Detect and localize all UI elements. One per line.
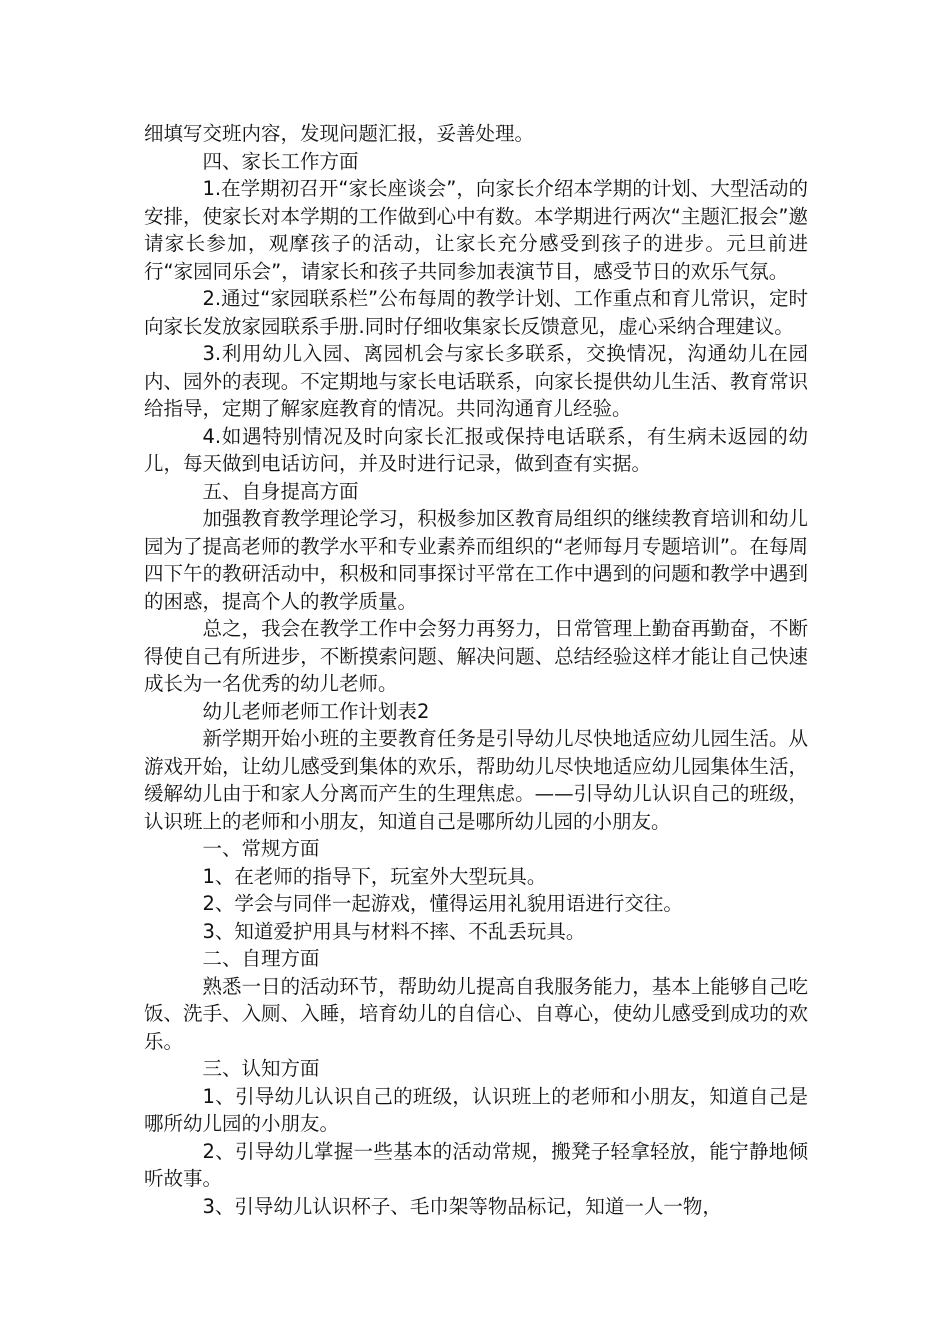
paragraph-contact-board: 2.通过“家园联系栏”公布每周的教学计划、工作重点和育儿常识，定时向家长发放家园联系手册.同时仔细收集家长反馈意见，虚心采纳合理建议。 [144, 287, 808, 338]
list-item-cognition-2: 2、引导幼儿掌握一些基本的活动常规，搬凳子轻拿轻放，能宁静地倾听故事。 [144, 1139, 808, 1190]
paragraph-self-care: 熟悉一日的活动环节，帮助幼儿提高自我服务能力，基本上能够自己吃饭、洗手、入厕、入睡，培育幼儿的自信心、自尊心，使幼儿感受到成功的欢乐。 [144, 974, 808, 1053]
document-body [144, 120, 808, 1220]
section-heading-parent-work: 四、家长工作方面 [202, 149, 359, 173]
list-item-cognition-3: 3、引导幼儿认识杯子、毛巾架等物品标记，知道一人一物， [202, 1194, 722, 1218]
section-heading-self-care: 二、自理方面 [202, 947, 320, 970]
section-heading-self-improvement: 五、自身提高方面 [202, 479, 359, 503]
paragraph-special-situations: 4.如遇特别情况及时向家长汇报或保持电话联系，有生病未返园的幼儿，每天做到电话访问，并及时进行记录，做到查有实据。 [144, 424, 808, 475]
paragraph-parent-meeting: 1.在学期初召开“家长座谈会”，向家长介绍本学期的计划、大型活动的安排，使家长对本学期的工作做到心中有数。本学期进行两次“主题汇报会”邀请家长参加，观摩孩子的活动，让家长充分感受到孩子的进步。元旦前进行“家园同乐会”，请家长和孩子共同参加表演节目，感受节日的欢乐气氛。 [144, 177, 808, 283]
list-item-routine-1: 1、在老师的指导下，玩室外大型玩具。 [202, 864, 547, 888]
paragraph-new-semester: 新学期开始小班的主要教育任务是引导幼儿尽快地适应幼儿园生活。从游戏开始，让幼儿感受到集体的欢乐，帮助幼儿尽快地适应幼儿园集体生活，缓解幼儿由于和家人分离而产生的生理焦虑。——引导幼儿认识自己的班级，认识班上的老师和小朋友，知道自己是哪所幼儿园的小朋友。 [144, 727, 808, 833]
list-item-cognition-1: 1、引导幼儿认识自己的班级，认识班上的老师和小朋友，知道自己是哪所幼儿园的小朋友。 [144, 1084, 808, 1135]
paragraph-training: 加强教育教学理论学习，积极参加区教育局组织的继续教育培训和幼儿园为了提高老师的教学水平和专业素养而组织的“老师每月专题培训”。在每周四下午的教研活动中，积极和同事探讨平常在工作中遇到的问题和教学中遇到的困惑，提高个人的教学质量。 [144, 507, 808, 613]
list-item-routine-2: 2、学会与同伴一起游戏，懂得运用礼貌用语进行交往。 [202, 892, 683, 915]
paragraph-drop-off-contact: 3.利用幼儿入园、离园机会与家长多联系，交换情况，沟通幼儿在园内、园外的表现。不定期地与家长电话联系，向家长提供幼儿生活、教育常识给指导，定期了解家庭教育的情况。共同沟通育儿经验。 [144, 342, 808, 420]
paragraph-summary: 总之，我会在教学工作中会努力再努力，日常管理上勤奋再勤奋，不断得使自己有所进步，不断摸索问题、解决问题、总结经验这样才能让自己快速成长为一名优秀的幼儿老师。 [144, 617, 808, 695]
list-item-routine-3: 3、知道爱护用具与材料不摔、不乱丢玩具。 [202, 919, 586, 943]
document-subtitle: 幼儿老师老师工作计划表2 [202, 699, 430, 723]
section-heading-cognition: 三、认知方面 [202, 1057, 320, 1080]
section-heading-routine: 一、常规方面 [202, 837, 320, 860]
paragraph-continuation: 细填写交班内容，发现问题汇报，妥善处理。 [144, 122, 535, 145]
